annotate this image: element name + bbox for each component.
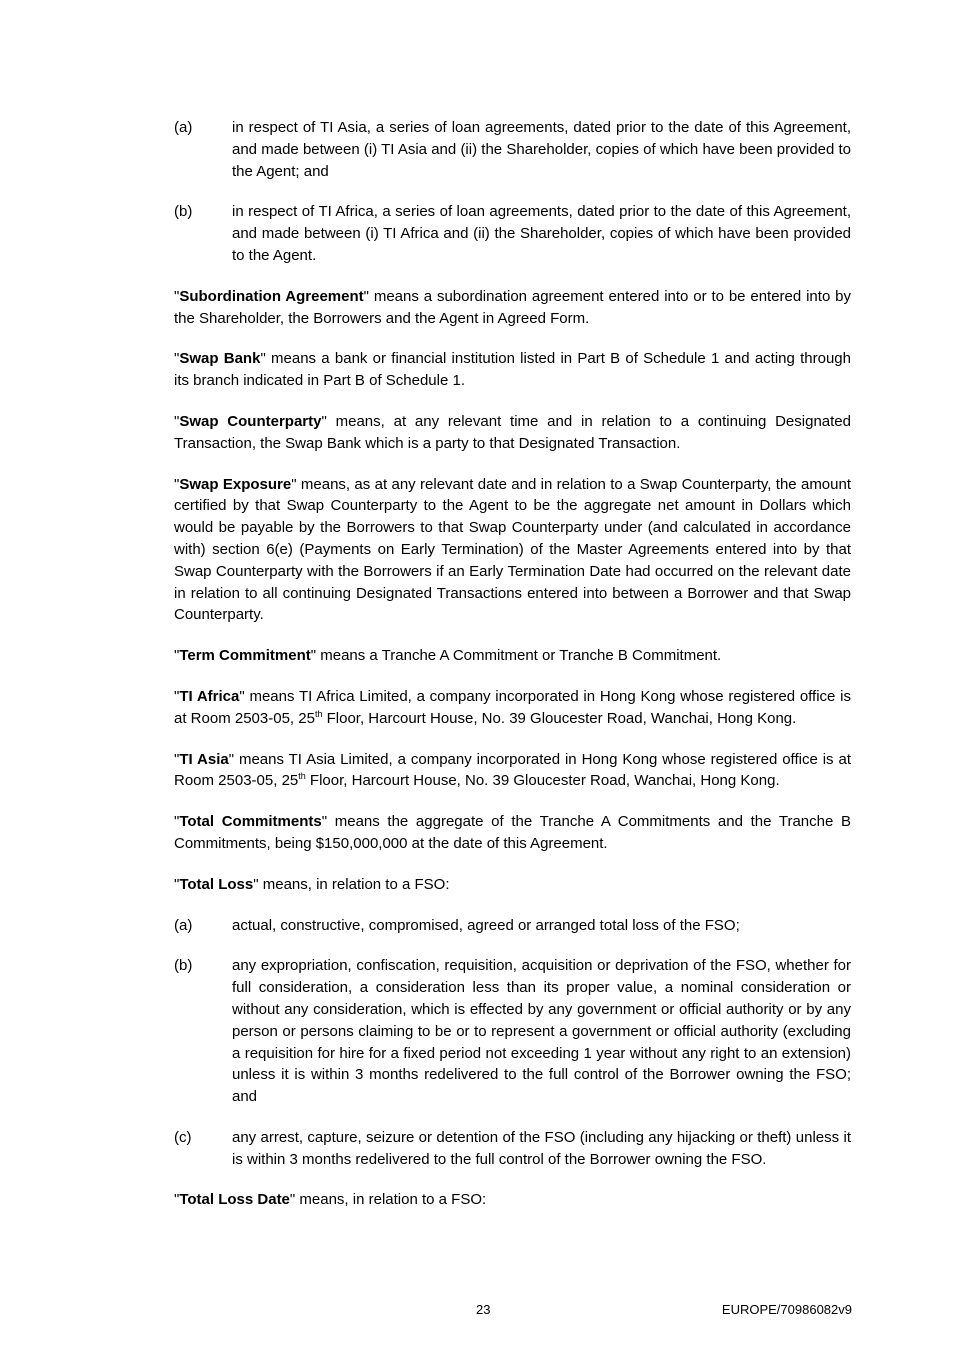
definition-text: means, in relation to a FSO:: [295, 1191, 487, 1209]
definition-text: means TI Asia Limited, a company incorporated in Hong Kong whose registered office is at Room 2503-05, 25: [174, 750, 851, 790]
list-item: [174, 915, 851, 937]
defined-term: Subordination Agreement: [179, 287, 364, 305]
definition-text: means a Tranche A Commitment or Tranche B Commitment.: [316, 647, 722, 665]
list-item-text: any expropriation, confiscation, requisition, acquisition or deprivation of the FSO, whether for full consideration, a consideration less than its proper value, a nominal consideration or without any consideration, which is effected by any government or official authority or by any person or persons claiming to be or to represent a government or official authority (excluding a requisition for hire for a fixed period not exceeding 1 year without any right to an extension) unless it is within 3 months redelivered to the full control of the Borrower owning the FSO; and: [232, 957, 851, 1106]
definition-text: means a subordination agreement entered into or to be entered into by the Shareholder, the Borrowers and the Agent in Agreed Form.: [174, 287, 851, 327]
list-item-label: (a): [174, 916, 193, 934]
list-item: [174, 117, 851, 182]
definition-subordination-agreement: "Subordination Agreement" means a subordination agreement entered into or to be entered into by the Shareholder, the Borrowers and the Agent in Agreed Form.: [174, 287, 851, 327]
defined-term: Total Commitments: [179, 813, 322, 831]
definition-text: means TI Africa Limited, a company incorporated in Hong Kong whose registered office is at Room 2503-05, 25: [174, 687, 851, 727]
definition-text: Floor, Harcourt House, No. 39 Gloucester Road, Wanchai, Hong Kong.: [305, 772, 780, 790]
definition-total-commitments: "Total Commitments" means the aggregate of the Tranche A Commitments and the Tranche B Commitments, being $150,000,000 at the date of this Agreement.: [174, 813, 851, 852]
definition-text: means a bank or financial institution listed in Part B of Schedule 1 and acting through its branch indicated in Part B of Schedule 1.: [174, 350, 851, 390]
defined-term: Swap Bank: [179, 350, 261, 368]
defined-term: Total Loss Date: [179, 1191, 290, 1209]
document-reference: EUROPE/70986082v9: [721, 1302, 852, 1317]
definition-total-loss-date: "Total Loss Date" means, in relation to a FSO:: [174, 1191, 487, 1209]
defined-term: Swap Counterparty: [179, 412, 322, 430]
ordinal-suffix: th: [298, 771, 306, 782]
definition-text: means, as at any relevant date and in relation to a Swap Counterparty, the amount certified by that Swap Counterparty to the Agent to be the aggregate net amount in Dollars which would be payable by the Borrowers to that Swap Counterparty under (and calculated in accordance with) section 6(e) (Payments on Early Termination) of the Master Agreements entered into by that Swap Counterparty with the Borrowers if an Early Termination Date had occurred on the relevant date in relation to all continuing Designated Transactions entered into between a Borrower and that Swap Counterparty.: [174, 475, 852, 624]
defined-term: TI Africa: [179, 687, 240, 705]
definition-swap-counterparty: "Swap Counterparty" means, at any relevant time and in relation to a continuing Designated Transaction, the Swap Bank which is a party to that Designated Transaction.: [174, 412, 851, 452]
list-item-text: in respect of TI Africa, a series of loan agreements, dated prior to the date of this Agreement, and made between (i) TI Africa and (ii) the Shareholder, copies of which have been provided to the Agent.: [232, 203, 851, 264]
definition-swap-bank: "Swap Bank" means a bank or financial institution listed in Part B of Schedule 1 and acting through its branch indicated in Part B of Schedule 1.: [174, 350, 851, 390]
definition-total-loss: "Total Loss" means, in relation to a FSO:: [174, 875, 450, 893]
definition-ti-africa: "TI Africa" means TI Africa Limited, a company incorporated in Hong Kong whose registered office is at Room 2503-05, 25th Floor, Harcourt House, No. 39 Gloucester Road, Wanchai, Hong Kong.: [174, 687, 851, 727]
defined-term: TI Asia: [179, 750, 229, 768]
defined-term: Swap Exposure: [179, 475, 292, 493]
definition-text: means the aggregate of the Tranche A Commitments and the Tranche B Commitments, being $150,000,000 at the date of this Agreement.: [174, 813, 851, 852]
defined-term: Total Loss: [179, 875, 254, 893]
definition-swap-exposure: "Swap Exposure" means, as at any relevant date and in relation to a Swap Counterparty, the amount certified by that Swap Counterparty to the Agent to be the aggregate net amount in Dollars which would be payable by the Borrowers to that Swap Counterparty under (and calculated in accordance with) section 6(e) (Payments on Early Termination) of the Master Agreements entered into by that Swap Counterparty with the Borrowers if an Early Termination Date had occurred on the relevant date in relation to all continuing Designated Transactions entered into between a Borrower and that Swap Counterparty.: [174, 475, 852, 624]
definition-text: Floor, Harcourt House, No. 39 Gloucester Road, Wanchai, Hong Kong.: [322, 709, 797, 727]
list-item-text: any arrest, capture, seizure or detention of the FSO (including any hijacking or theft) unless it is within 3 months redelivered to the full control of the Borrower owning the FSO.: [232, 1128, 851, 1168]
definition-ti-asia: "TI Asia" means TI Asia Limited, a company incorporated in Hong Kong whose registered office is at Room 2503-05, 25th Floor, Harcourt House, No. 39 Gloucester Road, Wanchai, Hong Kong.: [174, 750, 851, 790]
list-item: [174, 201, 851, 266]
list-item-label: (c): [174, 1128, 192, 1146]
ordinal-suffix: th: [314, 708, 323, 719]
page-number: 23: [476, 1302, 491, 1317]
list-item-text: in respect of TI Asia, a series of loan agreements, dated prior to the date of this Agreement, and made between (i) TI Asia and (ii) the Shareholder, copies of which have been provided to the Agent; and: [232, 119, 851, 180]
list-item: [174, 1127, 851, 1171]
list-item-label: (b): [174, 203, 193, 221]
definition-text: means, in relation to a FSO:: [258, 875, 450, 893]
defined-term: Term Commitment: [179, 647, 311, 665]
definition-term-commitment: "Term Commitment" means a Tranche A Commitment or Tranche B Commitment.: [174, 647, 722, 665]
document-body: [174, 117, 851, 1230]
list-item: [174, 955, 851, 1108]
list-item-text: actual, constructive, compromised, agreed or arranged total loss of the FSO;: [232, 916, 740, 934]
definition-text: means, at any relevant time and in relation to a continuing Designated Transaction, the Swap Bank which is a party to that Designated Transaction.: [174, 412, 851, 452]
list-item-label: (b): [174, 957, 193, 975]
list-item-label: (a): [174, 119, 193, 136]
